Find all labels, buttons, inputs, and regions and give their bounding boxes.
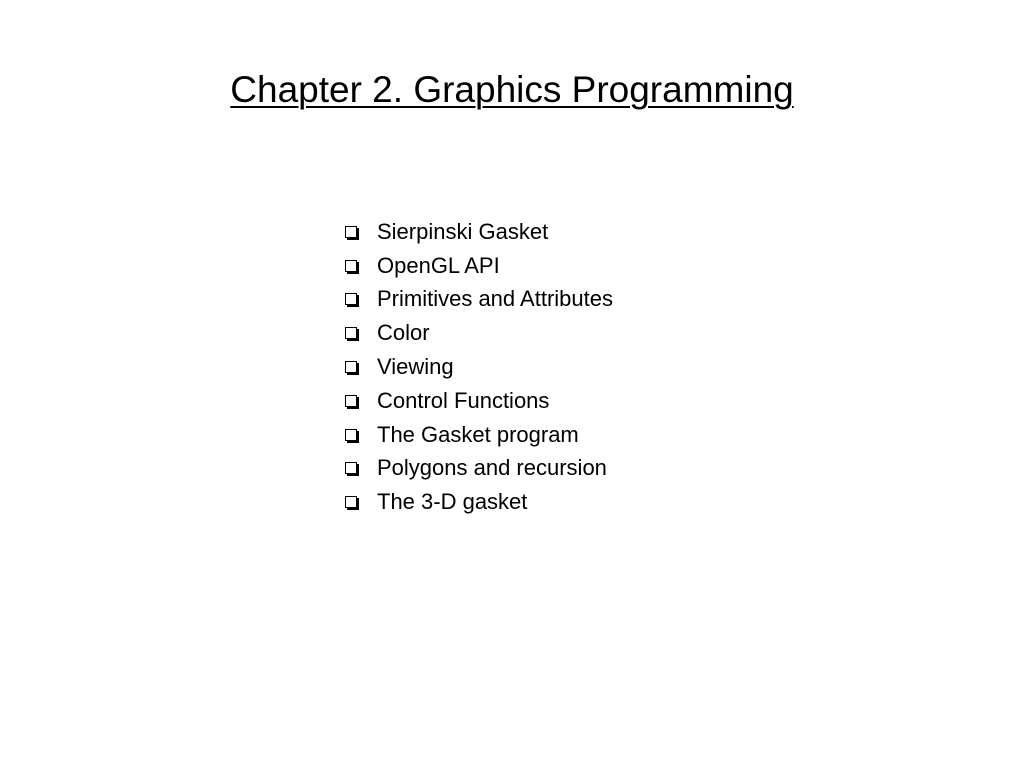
slide-title: Chapter 2. Graphics Programming bbox=[230, 69, 794, 110]
list-item-label: Primitives and Attributes bbox=[377, 286, 613, 312]
checkbox-bullet-icon bbox=[345, 361, 357, 373]
list-item bbox=[345, 283, 613, 317]
list-item-label: The 3-D gasket bbox=[377, 489, 528, 515]
checkbox-bullet-icon bbox=[345, 293, 357, 305]
list-item bbox=[345, 384, 613, 418]
checkbox-bullet-icon bbox=[345, 496, 357, 508]
list-item-label: Sierpinski Gasket bbox=[377, 218, 549, 244]
list-item-label: Polygons and recursion bbox=[377, 455, 607, 481]
list-item-label: Viewing bbox=[377, 354, 454, 380]
checkbox-bullet-icon bbox=[345, 462, 357, 474]
list-item-label: Control Functions bbox=[377, 387, 550, 413]
list-item-label: Color bbox=[377, 320, 430, 346]
list-item-label: The Gasket program bbox=[377, 421, 579, 447]
checkbox-bullet-icon bbox=[345, 327, 357, 339]
list-item bbox=[345, 316, 613, 350]
checkbox-bullet-icon bbox=[345, 260, 357, 272]
list-item bbox=[345, 452, 613, 486]
checkbox-bullet-icon bbox=[345, 429, 357, 441]
list-item bbox=[345, 350, 613, 384]
checkbox-bullet-icon bbox=[345, 226, 357, 238]
list-item bbox=[345, 485, 613, 519]
list-item bbox=[345, 249, 613, 283]
list-item bbox=[345, 215, 613, 249]
topic-list bbox=[345, 215, 613, 519]
checkbox-bullet-icon bbox=[345, 395, 357, 407]
list-item-label: OpenGL API bbox=[377, 252, 500, 278]
list-item bbox=[345, 418, 613, 452]
